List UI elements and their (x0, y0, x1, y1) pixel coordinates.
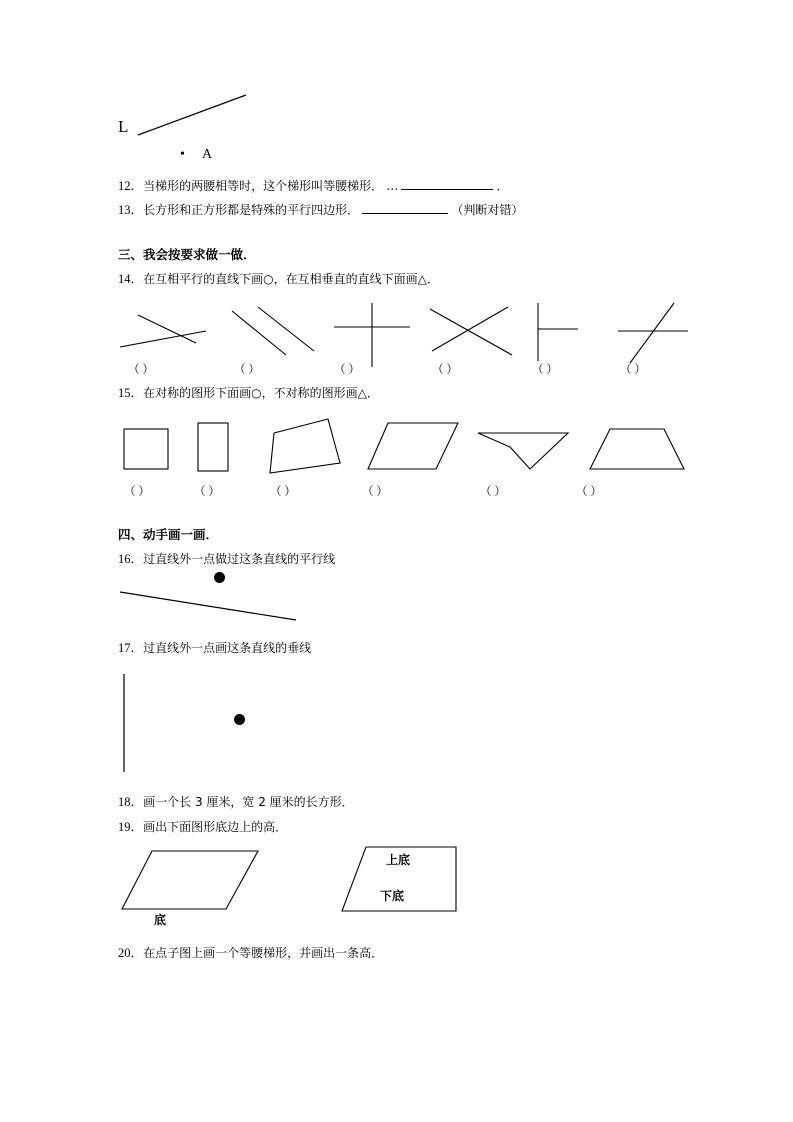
question-18 (118, 794, 698, 811)
question-15-number: 15． (118, 385, 144, 400)
question-18-number: 18． (118, 795, 144, 810)
question-12-text-after: ． (496, 179, 509, 193)
line-label-l: L (118, 117, 129, 136)
question-20 (118, 945, 698, 962)
question-19 (118, 819, 698, 836)
figure-15-parallelogram-svg (366, 417, 466, 481)
figure-19-trapezoid-top-label: 上底 (386, 853, 411, 867)
figure-line-and-point (118, 85, 318, 175)
figure-14-6-svg (616, 301, 700, 367)
question-13 (118, 202, 698, 219)
figure-15-arrow-concave (476, 429, 576, 485)
question-17-text: 过直线外一点画这条直线的垂线 (143, 641, 312, 656)
question-16 (118, 551, 698, 568)
question-12-number: 12． (118, 179, 144, 193)
answer-paren-15-1[interactable]: （ ） (124, 485, 150, 498)
answer-paren-15-4[interactable]: （ ） (362, 485, 388, 498)
question-15-figures (118, 409, 698, 499)
figure-15-square-svg (122, 423, 184, 479)
figure-17-line-svg (118, 672, 318, 782)
question-12-text: 当梯形的两腰相等时，这个梯形叫等腰梯形． (143, 179, 384, 193)
figure-16-line (118, 582, 338, 630)
question-14-answer-row (118, 361, 698, 377)
answer-paren-15-6[interactable]: （ ） (576, 485, 602, 498)
question-17 (118, 640, 698, 657)
answer-paren-14-1[interactable]: （ ） (128, 363, 154, 376)
figure-14-1 (118, 309, 214, 369)
figure-14-4-svg (426, 303, 522, 369)
figure-15-arrow-svg (476, 429, 576, 485)
question-20-number: 20． (118, 946, 144, 960)
figure-15-trapezoid-svg (588, 423, 692, 483)
figure-19-parallelogram-svg (120, 847, 270, 927)
question-13-text-after: （判断对错） (451, 202, 524, 217)
answer-paren-15-5[interactable]: （ ） (480, 485, 506, 498)
question-13-number: 13． (118, 202, 144, 217)
section-heading-4: 四、动手画一画． (118, 526, 219, 542)
question-16-figure (118, 574, 698, 636)
figure-15-rectangle-svg (196, 419, 248, 479)
question-14-figures (118, 295, 698, 377)
question-12 (118, 178, 698, 195)
figure-14-6 (616, 301, 700, 367)
question-16-number: 16． (118, 551, 144, 566)
figure-15-quadrilateral-svg (268, 417, 358, 481)
figure-14-5 (530, 301, 600, 367)
line-l-svg (118, 85, 318, 175)
answer-paren-15-3[interactable]: （ ） (270, 485, 296, 498)
question-13-text: 长方形和正方形都是特殊的平行四边形． (143, 202, 360, 217)
answer-paren-14-4[interactable]: （ ） (432, 363, 458, 376)
answer-paren-14-3[interactable]: （ ） (334, 363, 360, 376)
point-label-a: A (202, 147, 213, 162)
figure-15-parallelogram (366, 417, 466, 481)
question-19-text: 画出下面图形底边上的高． (143, 820, 288, 835)
figure-15-quadrilateral (268, 417, 358, 481)
figure-14-1-svg (118, 309, 214, 369)
answer-paren-14-5[interactable]: （ ） (532, 363, 558, 376)
question-19-figures (118, 843, 698, 939)
question-14 (118, 271, 698, 288)
figure-19-parallelogram (120, 847, 270, 927)
question-12-ellipsis: … (386, 179, 399, 193)
question-14-text: 在互相平行的直线下画○，在互相垂直的直线下面画△． (143, 271, 439, 286)
figure-17-vertical-line (118, 672, 318, 782)
question-15-text: 在对称的图形下面画○，不对称的图形画△． (143, 385, 379, 400)
section-heading-3: 三、我会按要求做一做． (118, 246, 256, 262)
question-13-blank[interactable] (362, 202, 448, 214)
figure-19-trapezoid-bottom-label: 下底 (380, 889, 405, 903)
point-marker-dot: • (180, 147, 185, 162)
figure-14-4 (426, 303, 522, 369)
question-20-text: 在点子图上画一个等腰梯形，并画出一条高． (143, 946, 384, 960)
question-17-figure (118, 664, 698, 794)
question-14-number: 14． (118, 271, 144, 286)
figure-15-square (122, 423, 184, 479)
question-19-number: 19． (118, 820, 144, 835)
answer-paren-15-2[interactable]: （ ） (194, 485, 220, 498)
question-15-answer-row (118, 483, 698, 499)
question-18-text: 画一个长 3 厘米，宽 2 厘米的长方形． (143, 795, 354, 810)
figure-15-rectangle (196, 419, 248, 479)
figure-14-5-svg (530, 301, 600, 367)
question-15 (118, 385, 698, 402)
figure-15-trapezoid (588, 423, 692, 483)
question-12-blank[interactable] (401, 178, 493, 190)
figure-16-line-svg (118, 582, 338, 630)
answer-paren-14-6[interactable]: （ ） (620, 363, 646, 376)
figure-19-parallelogram-base-label: 底 (154, 913, 167, 927)
answer-paren-14-2[interactable]: （ ） (234, 363, 260, 376)
document-content (118, 178, 698, 969)
question-17-number: 17． (118, 641, 144, 656)
question-16-text: 过直线外一点做过这条直线的平行线 (143, 551, 336, 566)
